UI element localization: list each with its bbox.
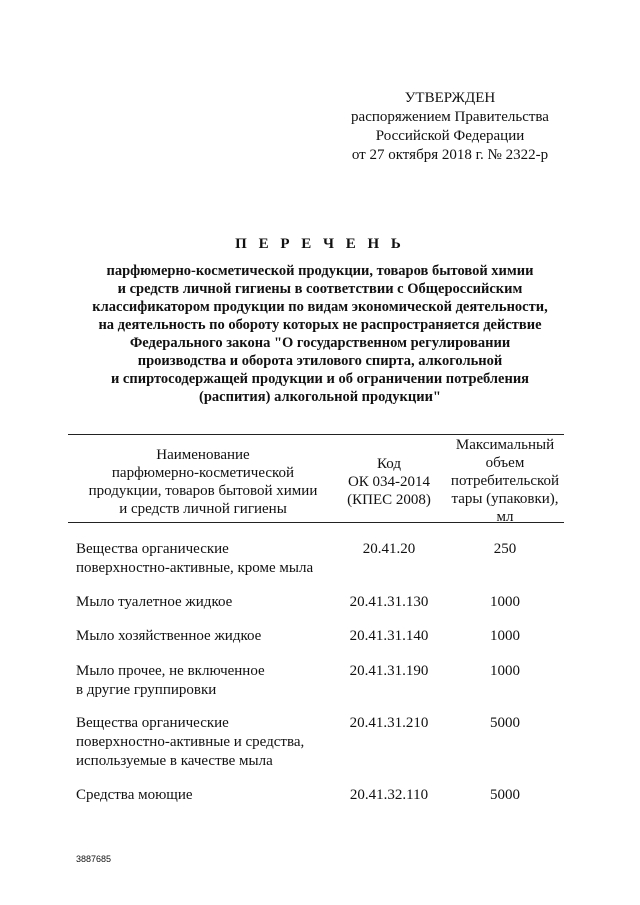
approval-block (342, 89, 558, 165)
header-code: Код ОК 034-2014 (КПЕС 2008) (347, 456, 431, 508)
table-row-volume: 250 (493, 541, 517, 557)
table-row-volume: 1000 (490, 594, 520, 610)
subtitle-line: и средств личной гигиены в соответствии с Общероссийским (117, 281, 523, 297)
table-top-rule (68, 434, 564, 435)
approval-line: Российской Федерации (375, 128, 525, 144)
subtitle-line: классификатором продукции по видам экономической деятельности, (92, 299, 548, 315)
table-row-volume: 5000 (490, 787, 520, 803)
table-row-volume: 5000 (490, 715, 520, 731)
approval-line: распоряжением Правительства (351, 109, 549, 125)
table-row-name: Вещества органические поверхностно-активные, кроме мыла (76, 541, 314, 576)
subtitle-line: парфюмерно-косметической продукции, товаров бытовой химии (106, 263, 534, 279)
table-row-code: 20.41.32.110 (349, 787, 429, 803)
subtitle-line: (распития) алкогольной продукции" (199, 389, 441, 405)
document-title: П Е Р Е Ч Е Н Ь (235, 236, 405, 252)
table-row-code: 20.41.31.130 (349, 594, 429, 610)
table-row-code: 20.41.31.210 (349, 715, 429, 731)
header-volume: Максимальный объем потребительской тары (упаковки), мл (450, 437, 560, 525)
subtitle-line: производства и оборота этилового спирта, алкогольной (137, 353, 503, 369)
subtitle-line: Федерального закона "О государственном регулировании (129, 335, 511, 351)
table-header-rule (68, 522, 564, 523)
header-name: Наименование парфюмерно-косметической продукции, товаров бытовой химии и средств личной гигиены (88, 447, 318, 517)
subtitle-line: на деятельность по обороту которых не распространяется действие (98, 317, 542, 333)
table-row-code: 20.41.31.140 (349, 628, 429, 644)
table-row-name: Мыло хозяйственное жидкое (76, 628, 262, 644)
table-row-volume: 1000 (490, 663, 520, 679)
approval-heading: УТВЕРЖДЕН (404, 90, 496, 106)
table-row-volume: 1000 (490, 628, 520, 644)
table-row-name: Вещества органические поверхностно-активные и средства, используемые в качестве мыла (76, 715, 305, 769)
subtitle-line: и спиртосодержащей продукции и об ограничении потребления (110, 371, 530, 387)
table-row-name: Мыло туалетное жидкое (76, 594, 233, 610)
table-row-name: Мыло прочее, не включенное в другие группировки (76, 663, 265, 698)
document-subtitle (40, 262, 600, 406)
document-number: 3887685 (76, 854, 112, 864)
table-row-code: 20.41.20 (362, 541, 416, 557)
table-row-name: Средства моющие (76, 787, 193, 803)
table-row-code: 20.41.31.190 (349, 663, 429, 679)
approval-date-line: от 27 октября 2018 г. № 2322-р (351, 147, 549, 163)
